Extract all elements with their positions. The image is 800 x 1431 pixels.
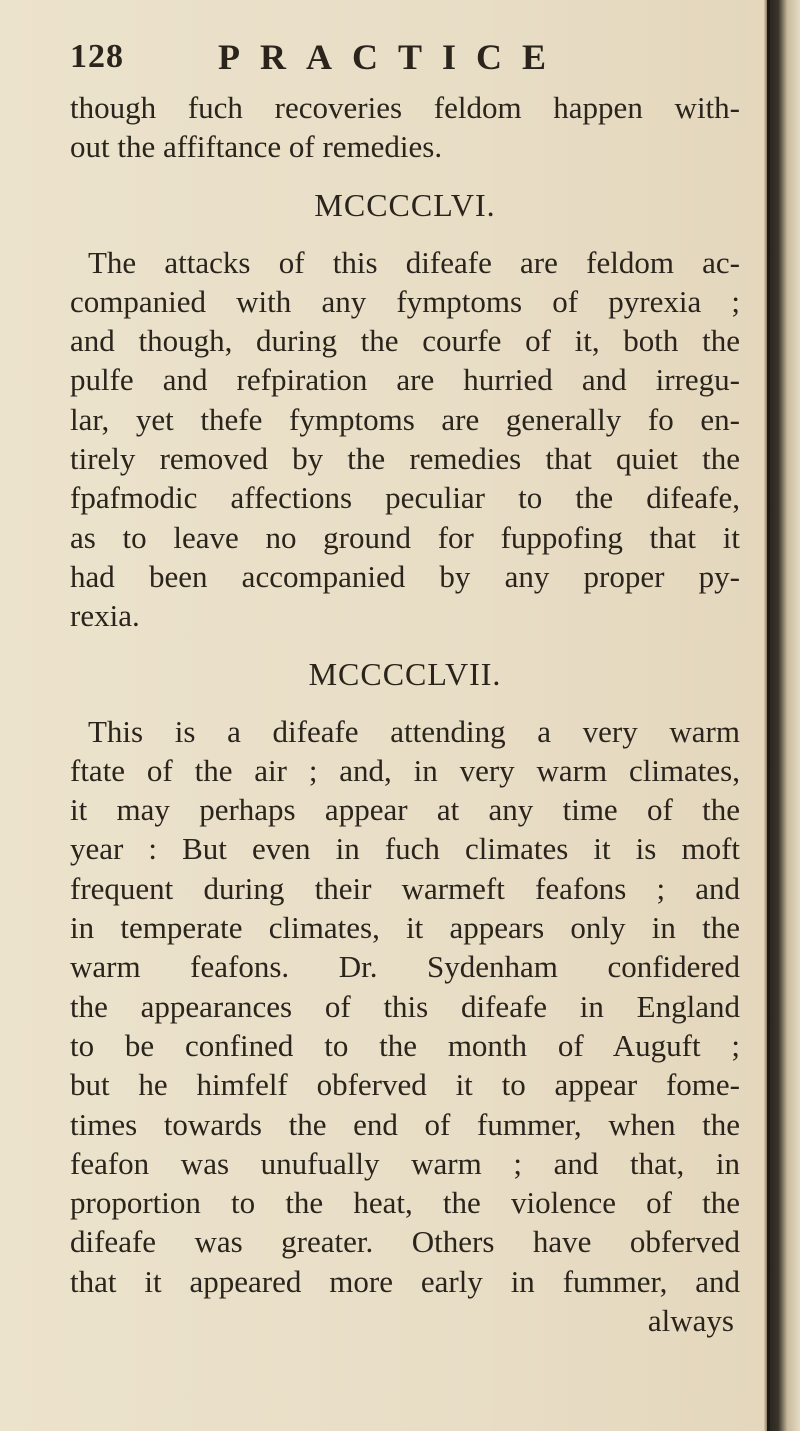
text-line: it may perhaps appear at any time of the [70,792,740,828]
text-line: feafon was unufually warm ; and that, in [70,1145,740,1181]
text-line: rexia. [70,598,140,634]
text-line: times towards the end of fummer, when the [70,1106,740,1142]
text-line: proportion to the heat, the violence of the [70,1185,740,1221]
text-line: warm feafons. Dr. Sydenham confidered [70,949,740,985]
text-line: ftate of the air ; and, in very warm climates, [70,752,740,788]
section-heading: MCCCCLVII. [308,655,502,692]
text-line: had been accompanied by any proper py- [70,558,740,594]
text-line: difeafe was greater. Others have obferved [70,1224,740,1260]
text-line: frequent during their warmeft feafons ; and [70,870,740,906]
text-line: though fuch recoveries feldom happen with- [70,90,740,125]
catchword: always [647,1303,734,1339]
page-text [70,88,740,1340]
text-line: pulfe and refpiration are hurried and irregu- [70,362,740,398]
section-heading: MCCCCLVI. [314,186,496,223]
text-line: out the affiftance of remedies. [70,129,443,165]
text-line: The attacks of this difeafe are feldom ac- [88,244,740,280]
text-line: in temperate climates, it appears only in the [70,910,740,946]
text-line: the appearances of this difeafe in England [70,988,740,1024]
text-line: tirely removed by the remedies that quiet the [70,441,740,477]
text-line: and though, during the courfe of it, both the [70,323,740,359]
text-line: that it appeared more early in fummer, and [70,1263,740,1299]
text-line: This is a difeafe attending a very warm [88,713,740,749]
text-line: lar, yet thefe fymptoms are generally fo en- [70,401,740,437]
text-line: as to leave no ground for fuppofing that it [70,519,740,555]
text-line: companied with any fymptoms of pyrexia ; [70,283,740,319]
running-head: PRACTICE [218,37,567,77]
text-line: but he himfelf obferved it to appear fome- [70,1067,740,1103]
text-line: year : But even in fuch climates it is moft [70,831,740,867]
page-number: 128 [70,38,124,75]
page-edge-line [767,0,770,1431]
page-header [70,38,730,88]
text-line: fpafmodic affections peculiar to the difeafe, [70,480,740,516]
text-line: to be confined to the month of Auguft ; [70,1027,740,1063]
